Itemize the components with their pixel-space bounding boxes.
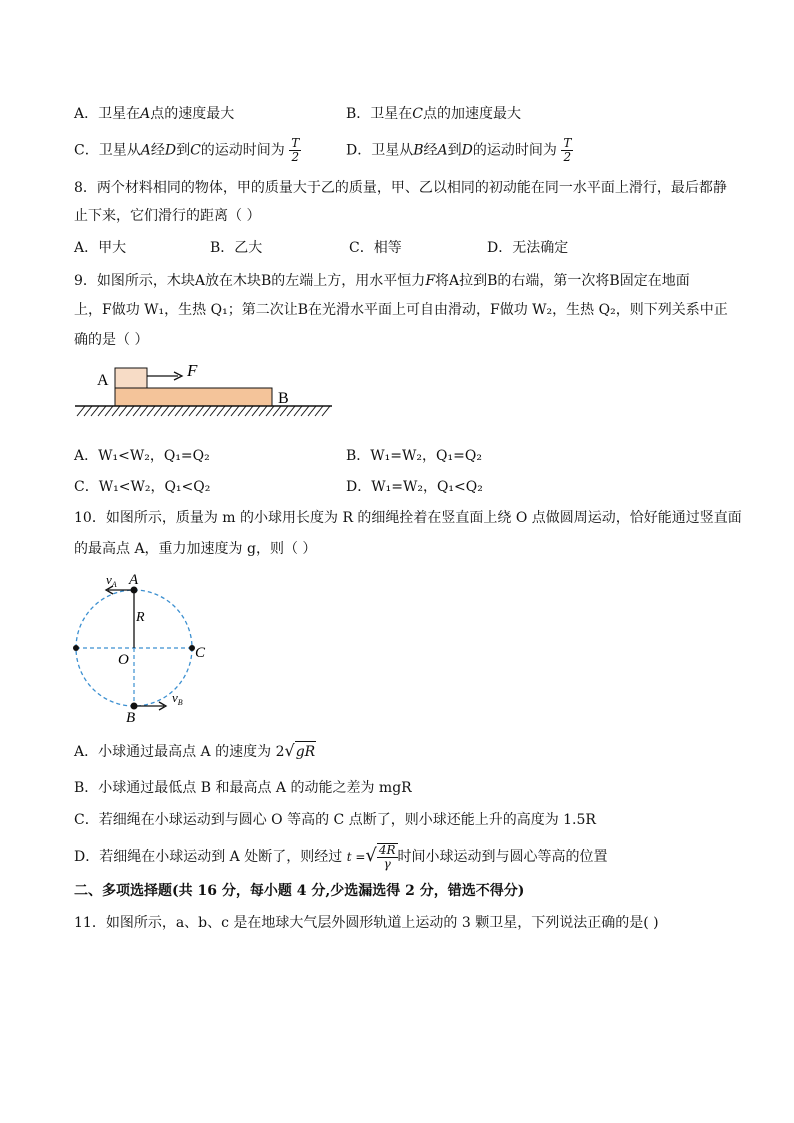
q10-stem-line1: 10．如图所示，质量为 m 的小球用长度为 R 的细绳拴着在竖直面上绕 O 点做圆周运动，恰好能通过竖直面 — [74, 510, 742, 526]
label-c: C — [195, 645, 206, 661]
label-a: A — [97, 372, 109, 389]
q8-option-c: C．相等 — [349, 240, 402, 256]
q9-stem-line3: 确的是（ ） — [74, 332, 149, 348]
label-a: A — [129, 572, 139, 588]
q9-stem-line1: 9．如图所示，木块A放在木块B的左端上方，用水平恒力F将A拉到B的右端，第一次将B固定在地面 — [74, 273, 690, 289]
q10-option-c: C．若细绳在小球运动到与圆心 O 等高的 C 点断了，则小球还能上升的高度为 1.5R — [74, 812, 596, 828]
q11-stem: 11．如图所示，a、b、c 是在地球大气层外圆形轨道上运动的 3 颗卫星，下列说法正确的是( ) — [74, 915, 659, 931]
label-r: R — [136, 610, 145, 625]
q9-option-d: D．W₁=W₂，Q₁<Q₂ — [346, 479, 483, 495]
q9-option-a: A．W₁<W₂，Q₁=Q₂ — [74, 448, 210, 464]
block-b — [115, 388, 272, 406]
fraction-t-over-2: $\frac{T}{2}$ — [291, 136, 300, 164]
q8-stem-line2: 止下来，它们滑行的距离（ ） — [74, 208, 261, 224]
label-b: B — [126, 710, 136, 726]
point-left — [73, 645, 79, 651]
q10-option-b: B．小球通过最低点 B 和最高点 A 的动能之差为 mgR — [74, 780, 412, 796]
label-f: F — [187, 361, 198, 380]
block-a — [115, 368, 147, 388]
label-o: O — [118, 652, 129, 668]
q8-option-b: B．乙大 — [210, 240, 263, 256]
q10-option-a: A．小球通过最高点 A 的速度为 2√gR — [74, 741, 316, 760]
q7-option-d: D．卫星从B经A到D的运动时间为 $\frac{T}{2}$ — [346, 136, 572, 164]
q8-stem-line1: 8．两个材料相同的物体，甲的质量大于乙的质量，甲、乙以相同的初动能在同一水平面上滑行，最后都静 — [74, 180, 727, 196]
section-heading: 二、多项选择题(共 16 分，每小题 4 分,少选漏选得 2 分，错选不得分) — [74, 883, 525, 899]
q9-option-b: B．W₁=W₂，Q₁=Q₂ — [346, 448, 482, 464]
q7-option-c: C．卫星从A经D到C的运动时间为 $\frac{T}{2}$ — [74, 136, 300, 164]
q9-option-c: C．W₁<W₂，Q₁<Q₂ — [74, 479, 211, 495]
q8-option-a: A．甲大 — [74, 240, 127, 256]
fraction-t-over-2: $\frac{T}{2}$ — [563, 136, 572, 164]
q7-option-a: A．卫星在A点的速度最大 — [74, 106, 235, 122]
label-vb: $v_B$ — [172, 690, 183, 707]
q8-option-d: D．无法确定 — [487, 240, 569, 256]
q10-option-d: D．若细绳在小球运动到 A 处断了，则经过 t =√ $\frac{4R}{\gamma}$ 时间小球运动到与圆心等高的位置 — [74, 843, 608, 871]
q10-stem-line2: 的最高点 A，重力加速度为 g，则（ ） — [74, 541, 317, 557]
label-va: $v_A$ — [106, 572, 117, 589]
block-diagram — [70, 358, 340, 418]
circle-diagram — [66, 568, 226, 726]
q9-stem-line2: 上，F做功 W₁，生热 Q₁；第二次让B在光滑水平面上可自由滑动，F做功 W₂，生热 Q₂，则下列关系中正 — [74, 302, 728, 318]
label-b: B — [278, 390, 289, 407]
ground-hatching — [77, 406, 330, 416]
q7-option-b: B．卫星在C点的加速度最大 — [346, 106, 522, 122]
